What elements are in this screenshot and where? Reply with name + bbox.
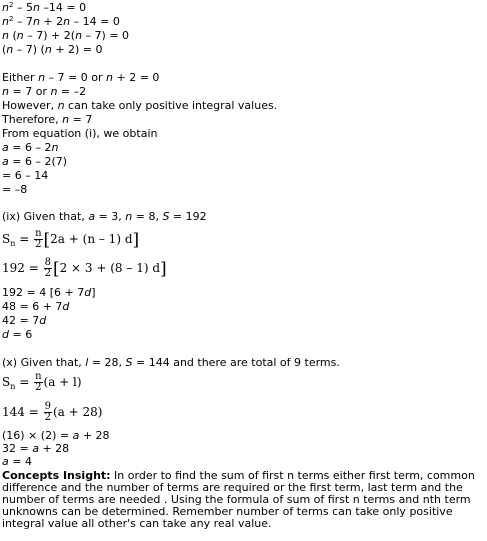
equation-line: a = 6 – 2n [2,141,59,154]
concepts-insight: Concepts Insight: In order to find the sum of first n terms either first term, common difference and the number of terms are required or the first term, last term and the number of terms are needed . Using the formula of sum of first n terms and nth term unknowns can be determined. Remember number of terms can take only positive integral value all other's can take any real value. [2,469,475,530]
equation-line: d = 6 [2,328,33,341]
equation-line: $n^2 - 5n$ –14 = 0 [2,1,87,14]
equation-line: n (n – 7) + 2(n – 7) = 0 [2,29,130,42]
text-line: However, n can take only positive integral values. [2,99,278,112]
part-ix-heading: (ix) Given that, a = 3, n = 8, S = 192 [2,210,207,223]
sum-substitution: 192 = $\frac{8}{2}$ [2 × 3 + (8 – 1) d] [2,257,167,279]
equation-line: a = 4 [2,455,32,468]
text-line: From equation (i), we obtain [2,127,158,140]
equation-line: (16) × (2) = a + 28 [2,429,110,442]
equation-line: 32 = a + 28 [2,442,70,455]
equation-line: = –8 [2,183,28,196]
equation-line: = 6 – 14 [2,169,49,182]
sum-substitution: 144 = $\frac{9}{2}$ (a + 28) [2,401,103,423]
equation-line: 42 = 7d [2,314,47,327]
equation-line: n = 7 or n = –2 [2,85,87,98]
equation-line: a = 6 – 2(7) [2,155,68,168]
concepts-insight-label: Concepts Insight: [2,469,111,482]
sum-formula: $S_n$ = $\frac{n}{2}$ [2a + (n – 1) d] [2,228,140,250]
text-line: Therefore, n = 7 [2,113,93,126]
equation-line: $n^2 - 7n + 2n - 14 = 0$ [2,15,120,28]
equation-line: 192 = 4 [6 + 7d] [2,286,96,299]
fraction: $\frac{n}{2}$ [35,371,42,393]
equation-line: 48 = 6 + 7d [2,300,70,313]
equation-line: (n – 7) (n + 2) = 0 [2,43,103,56]
text-line: Either n – 7 = 0 or n + 2 = 0 [2,71,160,84]
sum-formula: $S_n$ = $\frac{n}{2}$ (a + l) [2,371,82,393]
fraction: $\frac{n}{2}$ [35,228,42,250]
fraction: $\frac{8}{2}$ [44,257,51,279]
fraction: $\frac{9}{2}$ [44,401,51,423]
part-x-heading: (x) Given that, l = 28, S = 144 and there are total of 9 terms. [2,356,340,369]
